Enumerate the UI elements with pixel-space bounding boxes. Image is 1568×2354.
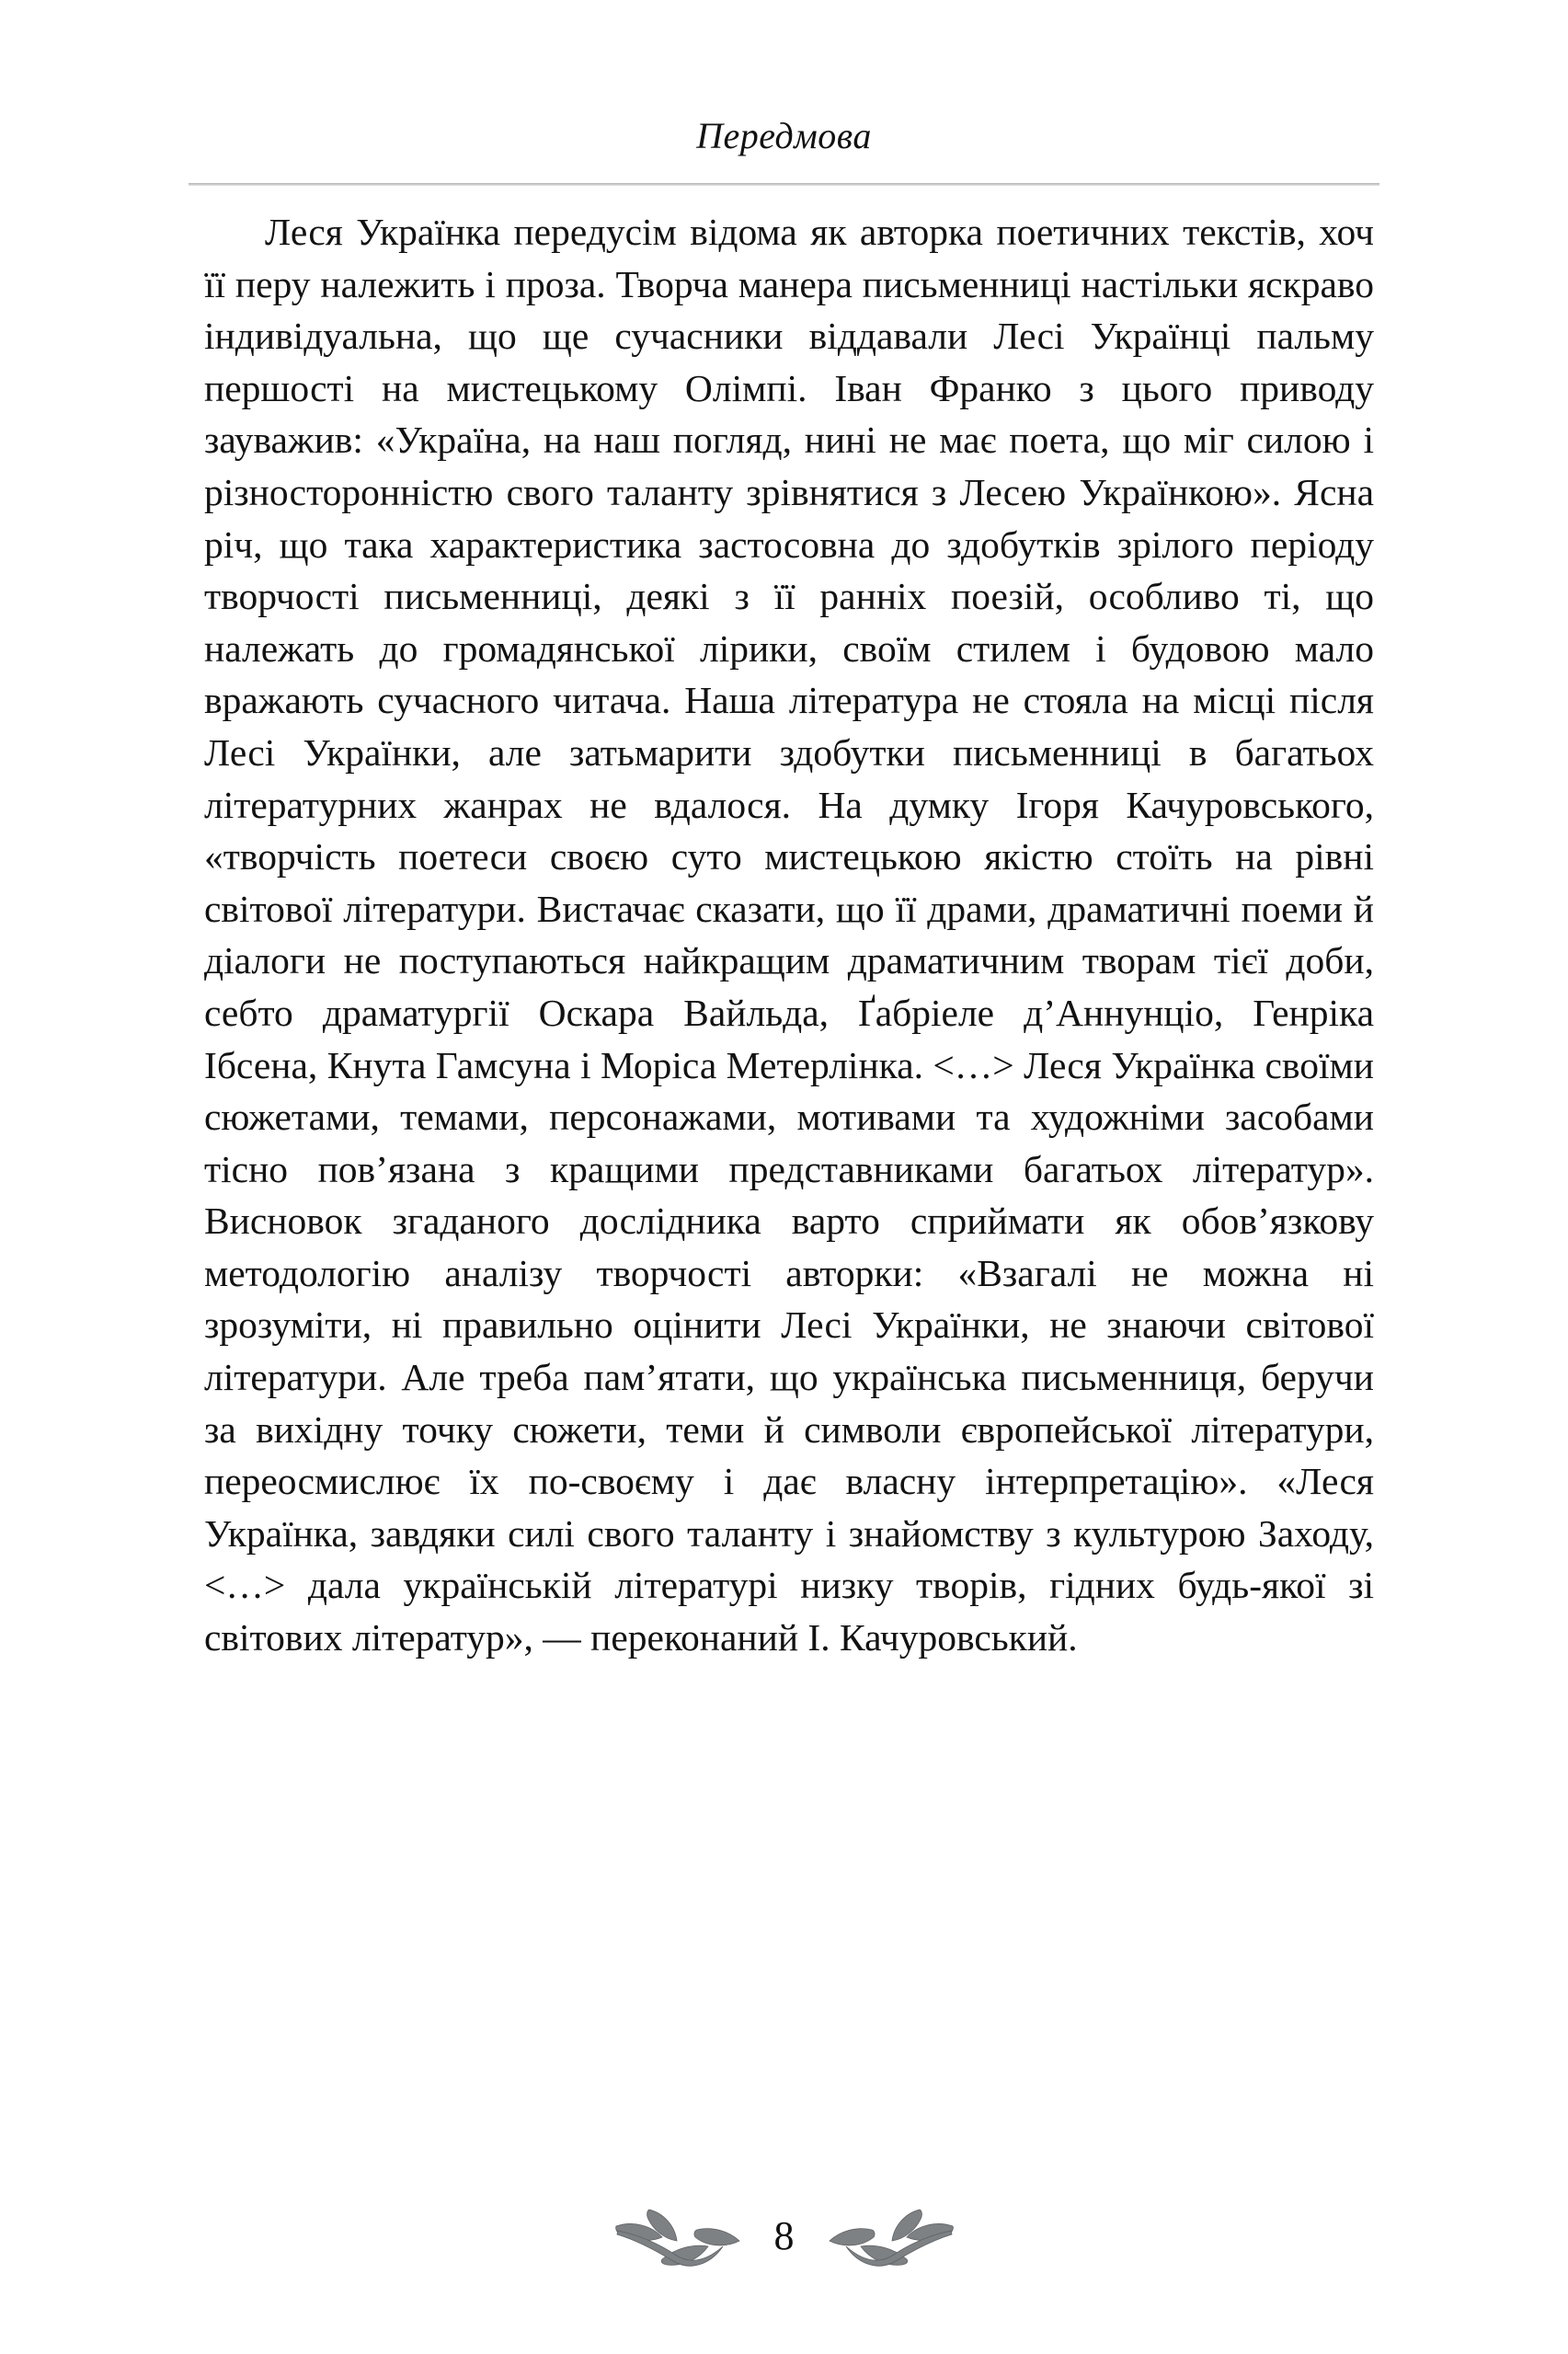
running-head: Передмова <box>696 115 872 156</box>
laurel-branch-left-icon <box>609 2202 745 2278</box>
body-text <box>204 206 1374 1664</box>
paragraph: Леся Українка передусім відома як авторка поетичних текстів, хоч її перу належить і проза. Творча манера письменниці настільки яскраво індивідуальна, що ще сучасники віддавали Лесі Українці пальму першості на мистецькому Олімпі. Іван Франко з цього приводу зауважив: «Україна, на наш погляд, нині не має поета, що міг силою і різносторонністю свого таланту зрівнятися з Лесею Українкою». Ясна річ, що така характеристика застосовна до здобутків зрілого періоду творчості письменниці, деякі з її ранніх поезій, особливо ті, що належать до громадянської лірики, своїм стилем і будовою мало вражають сучасного читача. Наша література не стояла на місці після Лесі Українки, але затьмарити здобутки письменниці в багатьох літературних жанрах не вдалося. На думку Ігоря Качуровського, «творчість поетеси своєю суто мистецькою якістю стоїть на рівні світової літератури. Вистачає сказати, що її драми, драматичні поеми й діалоги не поступаються найкращим драматичним творам тієї доби, себто драматургії Оскара Вайльда, Ґабріеле д’Аннунціо, Генріка Ібсена, Кнута Гамсуна і Моріса Метерлінка. <…> Леся Українка своїми сюжетами, темами, персонажами, мотивами та художніми засобами тісно пов’язана з кращими представниками багатьох літератур». Висновок згаданого дослідника варто сприймати як обов’язкову методологію аналізу творчості авторки: «Взагалі не можна ні зрозуміти, ні правильно оцінити Лесі Українки, не знаючи світової літератури. Але треба пам’ятати, що українська письменниця, беручи за вихідну точку сюжети, теми й символи європейської літератури, переосмислює їх по-своєму і дає власну інтерпретацію». «Леся Українка, завдяки силі свого таланту і знайомству з культурою Заходу, <…> дала українській літературі низку творів, гідних будь-якої зі світових літератур», — переконаний І. Качуровський. <box>204 211 1374 1659</box>
laurel-branch-right-icon <box>824 2202 960 2278</box>
page-number: 8 <box>773 2213 795 2258</box>
header-rule <box>189 183 1379 186</box>
page-footer <box>0 2189 1568 2291</box>
